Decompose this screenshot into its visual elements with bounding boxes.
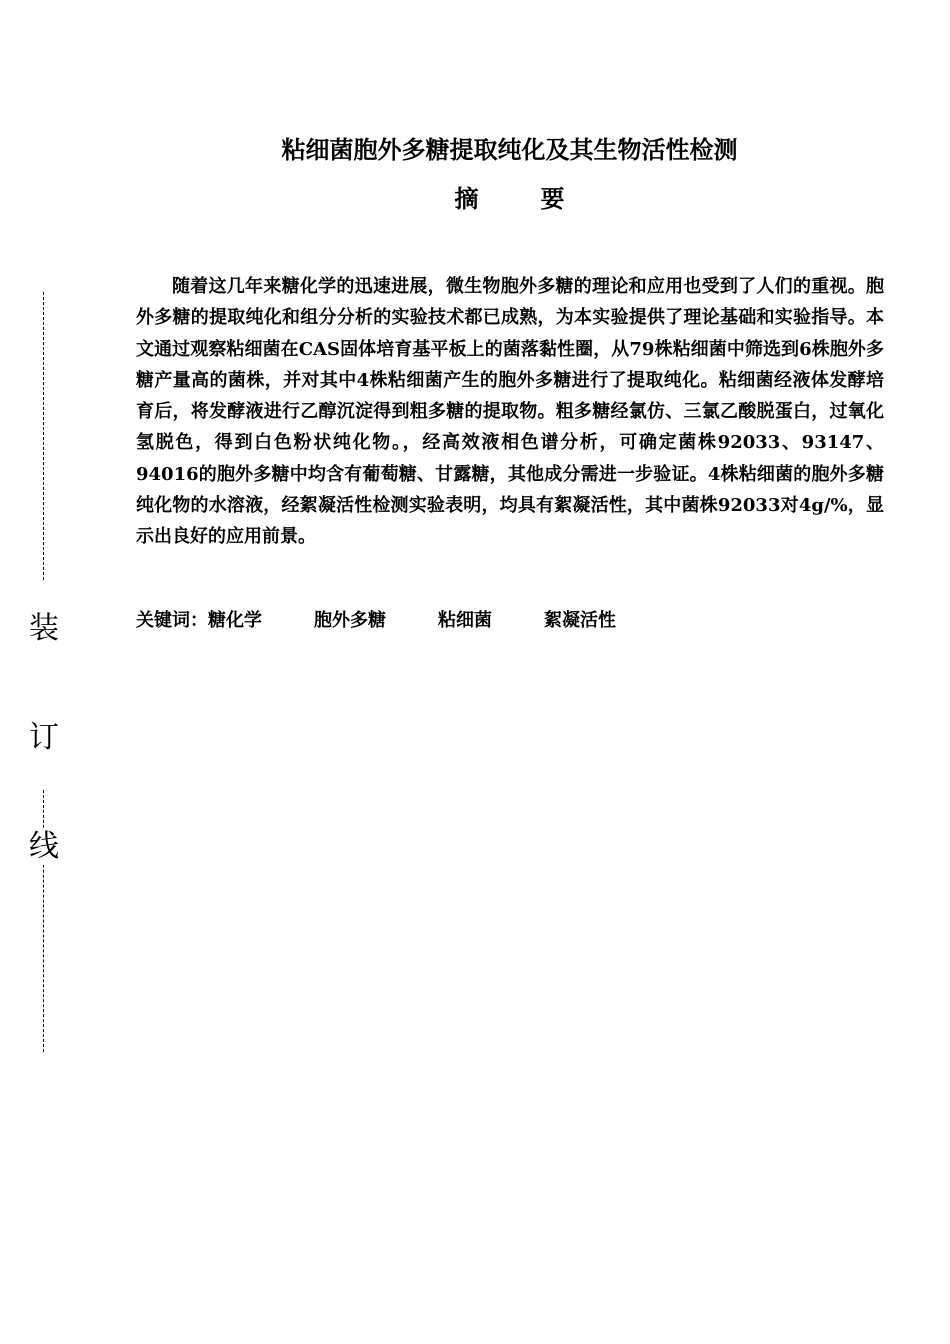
keyword-item: 胞外多糖 — [314, 610, 386, 631]
keyword-item: 糖化学 — [208, 610, 262, 631]
binding-char-zhuang: 装 — [26, 611, 62, 647]
keyword-item: 粘细菌 — [438, 610, 492, 631]
paper-title: 粘细菌胞外多糖提取纯化及其生物活性检测 — [281, 136, 738, 164]
keywords-label: 关键词： — [136, 610, 208, 631]
abstract-heading — [136, 183, 883, 215]
keyword-item: 絮凝活性 — [544, 610, 616, 631]
abstract-heading-second: 要 — [540, 185, 565, 213]
abstract-heading-first: 摘 — [454, 185, 479, 213]
abstract-body: 随着这几年来糖化学的迅速进展，微生物胞外多糖的理论和应用也受到了人们的重视。胞外多糖的提取纯化和组分分析的实验技术都已成熟，为本实验提供了理论基础和实验指导。本文通过观察粘细菌在CAS固体培育基平板上的菌落黏性圈，从79株粘细菌中筛选到6株胞外多糖产量高的菌株，并对其中4株粘细菌产生的胞外多糖进行了提取纯化。粘细菌经液体发酵培育后，将发酵液进行乙醇沉淀得到粗多糖的提取物。粗多糖经氯仿、三氯乙酸脱蛋白，过氧化氢脱色，得到白色粉状纯化物。，经高效液相色谱分析，可确定菌株92033、93147、94016的胞外多糖中均含有葡萄糖、甘露糖，其他成分需进一步验证。4株粘细菌的胞外多糖纯化物的水溶液，经絮凝活性检测实验表明，均具有絮凝活性，其中菌株92033对4g/%，显示出良好的应用前景。 — [136, 276, 884, 548]
binding-char-xian: 线 — [26, 829, 62, 865]
keywords-line — [136, 607, 616, 635]
binding-line-top — [43, 292, 44, 580]
binding-char-ding: 订 — [26, 720, 62, 756]
